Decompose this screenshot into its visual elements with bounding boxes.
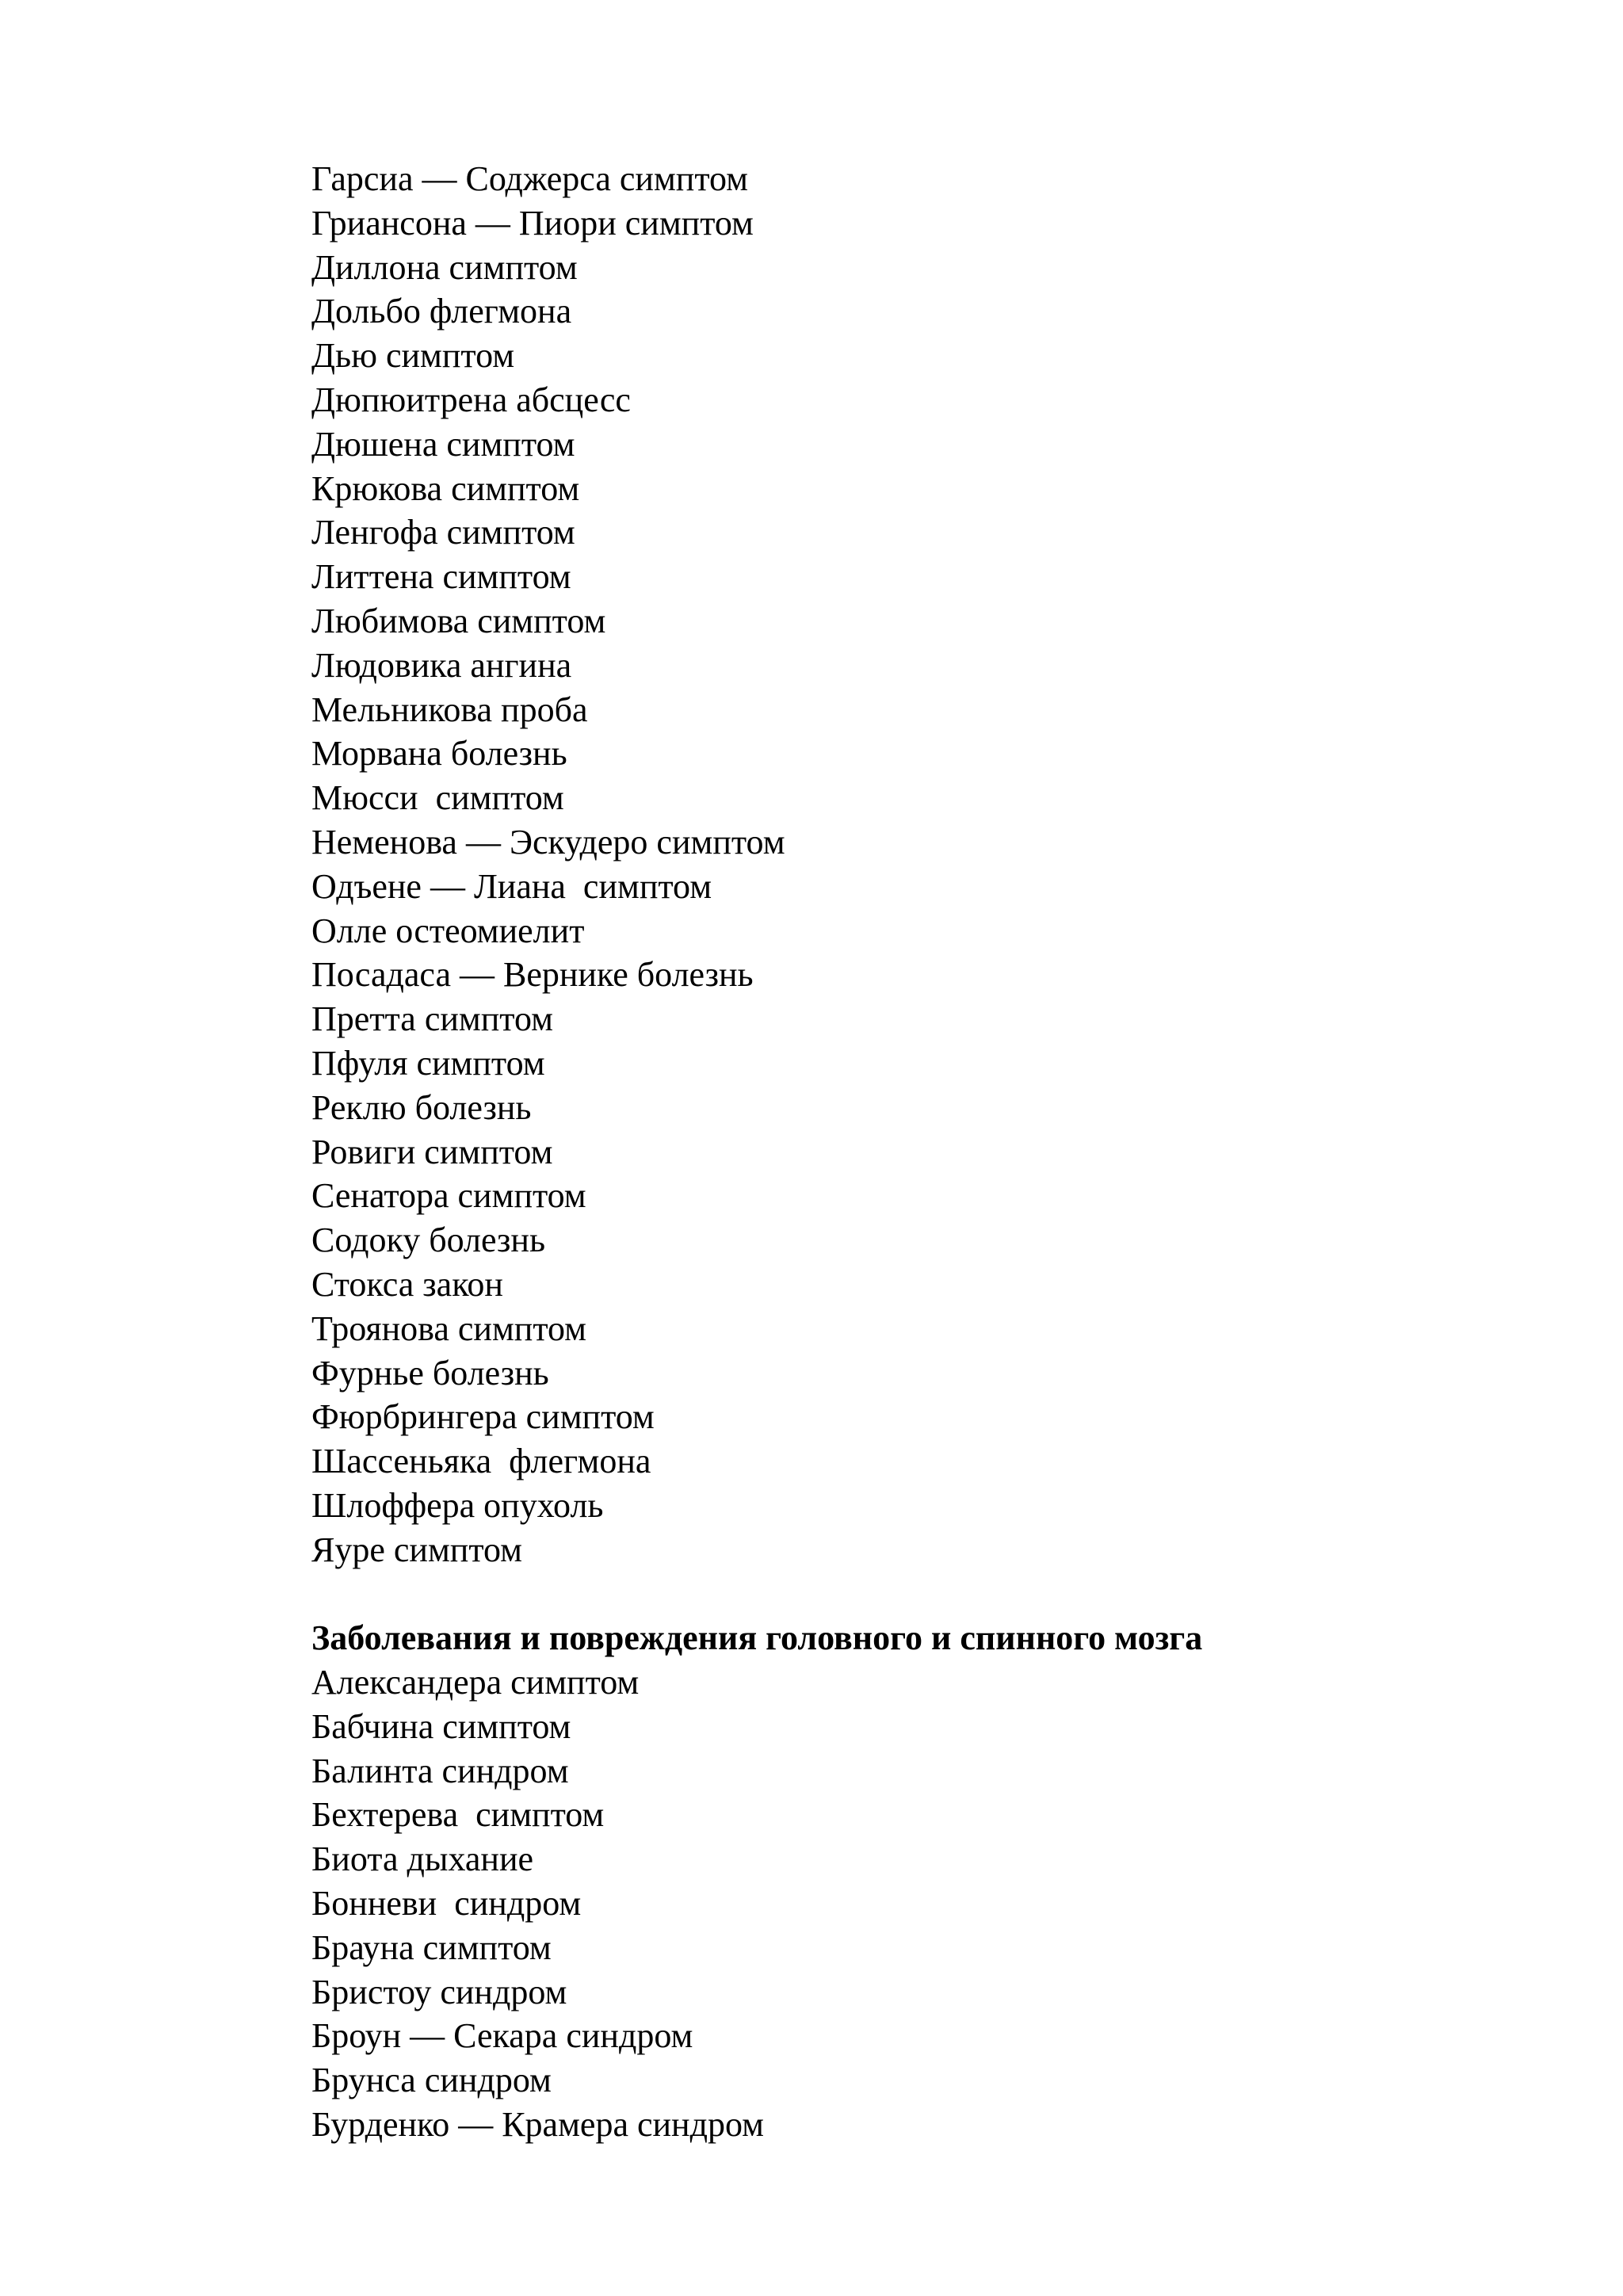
blank-line	[311, 1572, 1421, 1617]
list-item: Неменова — Эскудеро симптом	[311, 822, 785, 861]
list-item: Мюсси симптом	[311, 778, 564, 818]
list-item: Балинта синдром	[311, 1751, 569, 1790]
page-content	[311, 157, 1421, 2147]
list-item: Гриансона — Пиори симптом	[311, 203, 754, 243]
list-item: Бабчина симптом	[311, 1706, 571, 1746]
list-item: Реклю болезнь	[311, 1087, 532, 1127]
list-item: Одъене — Лиана симптом	[311, 866, 712, 906]
list-item: Броун — Секара синдром	[311, 2016, 693, 2056]
list-item: Литтена симптом	[311, 557, 571, 597]
list-item: Посадаса — Вернике болезнь	[311, 955, 754, 995]
list-item: Сенатора симптом	[311, 1176, 586, 1216]
list-item: Дью симптом	[311, 336, 515, 376]
list-item: Дюшена симптом	[311, 424, 575, 464]
list-item: Брунса синдром	[311, 2061, 552, 2100]
list-item: Бристоу синдром	[311, 1972, 567, 2011]
list-item: Ленгофа симптом	[311, 513, 575, 552]
list-item: Фурнье болезнь	[311, 1353, 549, 1392]
list-item: Содоку болезнь	[311, 1221, 546, 1260]
list-item: Бехтерева симптом	[311, 1795, 605, 1835]
list-item: Гарсиа — Соджерса симптом	[311, 159, 749, 198]
list-item: Крюкова симптом	[311, 468, 580, 508]
list-item: Брауна симптом	[311, 1927, 552, 1967]
list-item: Шлоффера опухоль	[311, 1485, 604, 1525]
list-item: Фюрбрингера симптом	[311, 1397, 655, 1437]
list-item: Ровиги симптом	[311, 1132, 553, 1171]
list-item: Троянова симптом	[311, 1308, 586, 1348]
list-item: Людовика ангина	[311, 645, 572, 685]
section-heading: Заболевания и повреждения головного и спинного мозга	[311, 1618, 1203, 1658]
list-item: Биота дыхание	[311, 1839, 534, 1879]
list-item: Яуре симптом	[311, 1530, 522, 1569]
eponym-list-brain-spinal-cord	[311, 1660, 1421, 2147]
list-item: Диллона симптом	[311, 247, 578, 287]
list-item: Претта симптом	[311, 999, 553, 1039]
list-item: Любимова симптом	[311, 601, 606, 640]
list-item: Бурденко — Крамера синдром	[311, 2105, 764, 2145]
list-item: Бонневи синдром	[311, 1884, 582, 1924]
eponym-list-first	[311, 157, 1421, 1572]
list-item: Морвана болезнь	[311, 734, 567, 774]
list-item: Дюпюитрена абсцесс	[311, 380, 631, 419]
list-item: Стокса закон	[311, 1264, 503, 1304]
list-item: Александера симптом	[311, 1663, 640, 1702]
list-item: Пфуля симптом	[311, 1043, 545, 1083]
list-item: Дольбо флегмона	[311, 292, 572, 331]
list-item: Шассеньяка флегмона	[311, 1442, 651, 1481]
list-item: Мельникова проба	[311, 690, 588, 729]
list-item: Олле остеомиелит	[311, 911, 585, 950]
